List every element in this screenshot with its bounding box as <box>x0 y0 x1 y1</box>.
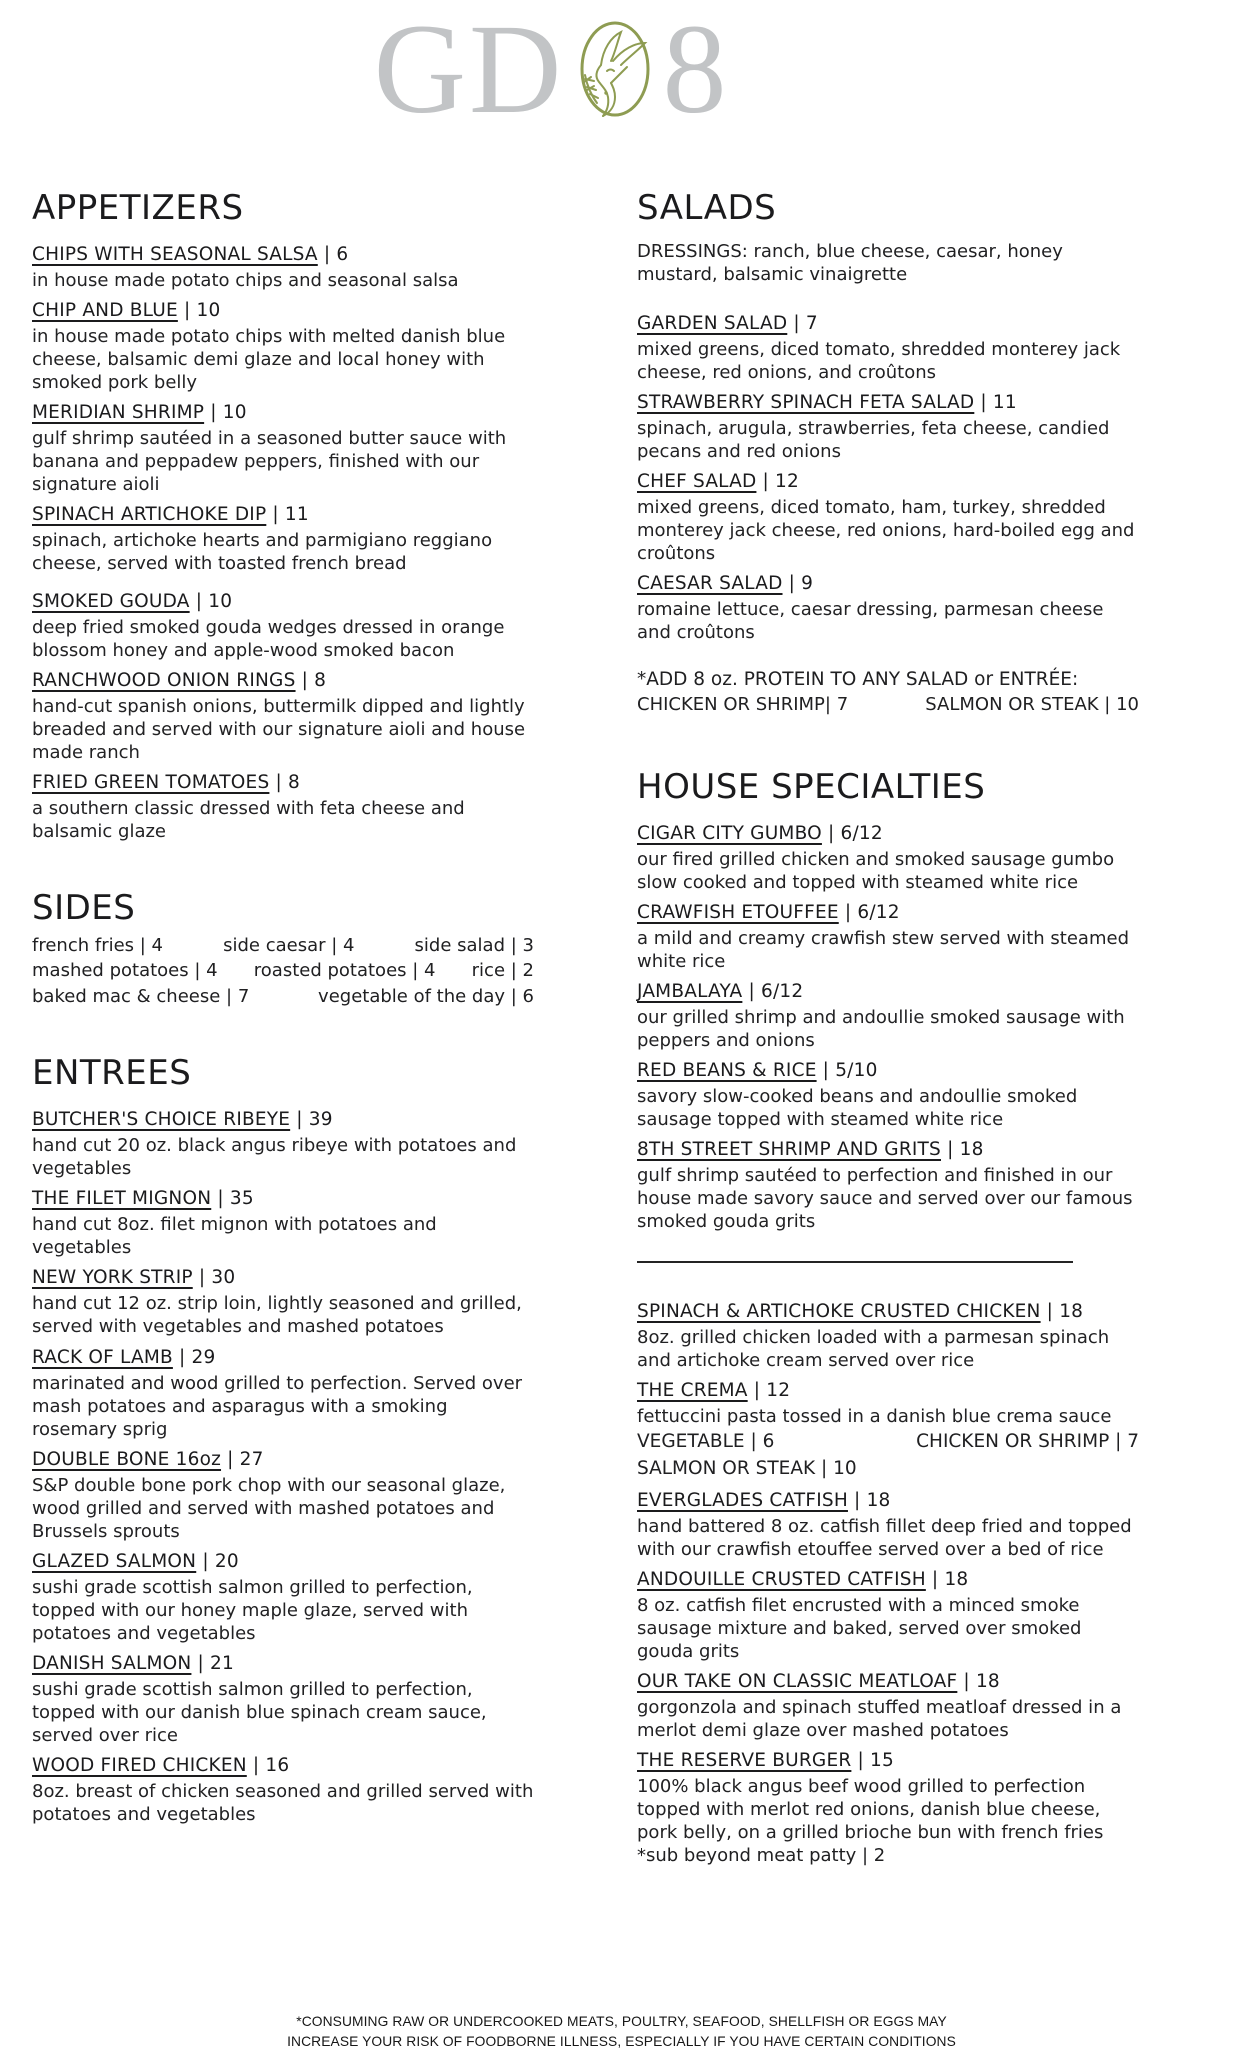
item-name: STRAWBERRY SPINACH FETA SALAD <box>637 391 975 413</box>
addon-row <box>637 1457 1139 1482</box>
item-head <box>32 1653 534 1674</box>
item-head <box>32 1449 534 1470</box>
item-price: | 9 <box>782 573 814 594</box>
menu-item <box>32 772 534 843</box>
item-price: | 6/12 <box>742 981 804 1003</box>
side-item: side caesar | 4 <box>223 934 355 956</box>
item-head <box>637 573 1139 594</box>
item-head <box>637 392 1139 413</box>
menu-item <box>32 402 534 496</box>
item-price: | 7 <box>787 312 818 334</box>
menu-item <box>637 313 1139 384</box>
item-price: | 6/12 <box>838 902 900 924</box>
item-price: | 5/10 <box>816 1060 878 1082</box>
side-item: baked mac & cheese | 7 <box>32 986 250 1008</box>
addon-row <box>637 1430 1139 1455</box>
item-price: | 18 <box>1040 1301 1084 1323</box>
menu-item <box>637 1490 1139 1561</box>
item-addons <box>637 1430 1139 1481</box>
item-price: | 6 <box>317 244 349 265</box>
item-description: 8oz. grilled chicken loaded with a parmesan spinach and artichoke cream served over rice <box>637 1327 1110 1372</box>
menu-item <box>637 1671 1139 1742</box>
item-description: gulf shrimp sautéed in a seasoned butter sauce with banana and peppadew peppers, finished with our signature aioli <box>32 428 507 496</box>
left-column <box>32 188 534 1834</box>
item-name: CIGAR CITY GUMBO <box>637 822 822 844</box>
protein-note-options <box>637 693 1139 717</box>
item-description: a mild and creamy crawfish stew served with steamed white rice <box>637 928 1129 973</box>
item-description: a southern classic dressed with feta cheese and balsamic glaze <box>32 798 465 843</box>
menu-item <box>637 1750 1139 1867</box>
menu-item <box>32 591 534 662</box>
item-price: | 12 <box>747 1380 791 1402</box>
item-head <box>32 772 534 793</box>
item-name: OUR TAKE ON CLASSIC MEATLOAF <box>637 1670 958 1692</box>
item-head <box>637 1380 1139 1401</box>
disclaimer-line-2: INCREASE YOUR RISK OF FOODBORNE ILLNESS, ESPECIALLY IF YOU HAVE CERTAIN CONDITIONS <box>287 2034 956 2049</box>
item-description: sushi grade scottish salmon grilled to perfection, topped with our honey maple glaze, served with potatoes and vegetables <box>32 1576 473 1644</box>
item-description: gulf shrimp sautéed to perfection and finished in our house made savory sauce and served over our famous smoked gouda grits <box>637 1165 1133 1233</box>
item-name: ANDOUILLE CRUSTED CATFISH <box>637 1568 926 1590</box>
item-price: | 21 <box>191 1652 234 1674</box>
section-entrees <box>32 1053 534 1826</box>
item-head <box>32 1551 534 1572</box>
menu-item <box>32 1551 534 1645</box>
item-head <box>32 1109 534 1130</box>
disclaimer-line-1: *CONSUMING RAW OR UNDERCOOKED MEATS, POULTRY, SEAFOOD, SHELLFISH OR EGGS MAY <box>296 2014 947 2029</box>
item-description: hand cut 12 oz. strip loin, lightly seasoned and grilled, served with vegetables and mashed potatoes <box>32 1293 522 1338</box>
section-appetizers <box>32 188 534 844</box>
item-description: savory slow-cooked beans and andoullie smoked sausage topped with steamed white rice <box>637 1086 1078 1131</box>
goat-head-icon <box>565 19 661 119</box>
protein-note-heading: *ADD 8 oz. PROTEIN TO ANY SALAD or ENTRÉE: <box>637 669 1079 691</box>
item-price: | 10 <box>189 591 233 613</box>
item-name: RANCHWOOD ONION RINGS <box>32 670 296 692</box>
item-price: | 16 <box>246 1754 290 1776</box>
item-name: JAMBALAYA <box>637 981 743 1003</box>
item-head <box>32 670 534 691</box>
item-description: in house made potato chips with melted danish blue cheese, balsamic demi glaze and local honey with smoked pork belly <box>32 326 506 394</box>
side-item: rice | 2 <box>471 960 534 982</box>
item-head <box>637 1060 1139 1081</box>
salads-items <box>637 313 1139 644</box>
item-name: THE FILET MIGNON <box>32 1188 212 1210</box>
item-name: NEW YORK STRIP <box>32 1267 193 1289</box>
item-name: SMOKED GOUDA <box>32 591 190 613</box>
section-title-entrees: ENTREES <box>32 1053 192 1094</box>
menu-item <box>637 392 1139 463</box>
item-price: | 15 <box>851 1749 894 1771</box>
section-title-appetizers: APPETIZERS <box>32 188 244 228</box>
section-title-salads: SALADS <box>637 188 777 228</box>
item-footnote: *sub beyond meat patty | 2 <box>637 1844 886 1866</box>
section-sides <box>32 888 534 1010</box>
item-description: spinach, artichoke hearts and parmigiano reggiano cheese, served with toasted french bread <box>32 530 493 575</box>
item-description: sushi grade scottish salmon grilled to perfection, topped with our danish blue spinach cream sauce, served over rice <box>32 1678 487 1746</box>
item-description: romaine lettuce, caesar dressing, parmesan cheese and croûtons <box>637 599 1104 644</box>
menu-item <box>32 300 534 394</box>
dressings-note: DRESSINGS: ranch, blue cheese, caesar, honey mustard, balsamic vinaigrette <box>637 241 1063 286</box>
sides-row <box>32 934 534 958</box>
menu-item <box>32 1653 534 1747</box>
item-description: marinated and wood grilled to perfection. Served over mash potatoes and asparagus with a smoking rosemary sprig <box>32 1372 523 1440</box>
item-description: our grilled shrimp and andoullie smoked sausage with peppers and onions <box>637 1007 1125 1052</box>
item-head <box>637 1569 1139 1590</box>
menu-item <box>637 1060 1139 1131</box>
item-description: spinach, arugula, strawberries, feta cheese, candied pecans and red onions <box>637 417 1110 462</box>
item-head <box>32 1755 534 1776</box>
item-description: fettuccini pasta tossed in a danish blue crema sauce <box>637 1406 1112 1428</box>
sides-rows <box>32 934 534 1010</box>
item-price: | 39 <box>290 1109 333 1131</box>
item-price: | 35 <box>211 1188 254 1210</box>
item-name: WOOD FIRED CHICKEN <box>32 1754 247 1776</box>
item-head <box>637 1301 1139 1322</box>
item-name: CHEF SALAD <box>637 470 757 492</box>
item-price: | 29 <box>172 1346 216 1368</box>
item-price: | 27 <box>221 1448 264 1470</box>
item-price: | 18 <box>941 1139 984 1161</box>
item-description: 8 oz. catfish filet encrusted with a minced smoke sausage mixture and baked, served over smoked gouda grits <box>637 1594 1082 1662</box>
section-title-sides: SIDES <box>32 887 136 928</box>
menu-item <box>32 244 534 292</box>
item-description: hand battered 8 oz. catfish fillet deep fried and topped with our crawfish etouffee served over a bed of rice <box>637 1515 1132 1560</box>
appetizers-items <box>32 244 534 844</box>
item-description: in house made potato chips and seasonal salsa <box>32 270 459 291</box>
menu-item <box>637 981 1139 1052</box>
item-name: RACK OF LAMB <box>32 1346 173 1368</box>
item-name: FRIED GREEN TOMATOES <box>32 772 270 794</box>
side-item: vegetable of the day | 6 <box>318 986 534 1008</box>
item-name: EVERGLADES CATFISH <box>637 1489 848 1511</box>
item-head <box>637 471 1139 492</box>
item-price: | 18 <box>957 1670 1000 1692</box>
side-item: mashed potatoes | 4 <box>32 960 218 982</box>
item-price: | 20 <box>196 1550 239 1572</box>
item-price: | 12 <box>756 470 799 492</box>
menu-item <box>32 1755 534 1826</box>
menu-item <box>32 1347 534 1441</box>
side-item: roasted potatoes | 4 <box>253 960 436 982</box>
sides-row <box>32 985 534 1009</box>
item-price: | 11 <box>974 391 1017 413</box>
item-name: CAESAR SALAD <box>637 573 783 594</box>
item-description: mixed greens, diced tomato, ham, turkey, shredded monterey jack cheese, red onions, hard-boiled egg and croûtons <box>637 496 1135 564</box>
item-name: GARDEN SALAD <box>637 312 788 334</box>
sides-row <box>32 959 534 983</box>
menu-item <box>637 823 1139 894</box>
item-price: | 10 <box>204 402 247 424</box>
item-head <box>637 823 1139 844</box>
item-name: 8TH STREET SHRIMP AND GRITS <box>637 1139 941 1161</box>
item-head <box>32 1347 534 1368</box>
item-description: S&P double bone pork chop with our seasonal glaze, wood grilled and served with mashed potatoes and Brussels sprouts <box>32 1474 506 1542</box>
item-head <box>32 1267 534 1288</box>
item-price: | 8 <box>269 772 300 794</box>
item-name: CHIPS WITH SEASONAL SALSA <box>32 244 318 265</box>
item-price: | 11 <box>266 504 309 526</box>
menu-item <box>637 1569 1139 1663</box>
item-name: SPINACH & ARTICHOKE CRUSTED CHICKEN <box>637 1301 1041 1323</box>
side-item: french fries | 4 <box>32 934 164 956</box>
item-name: MERIDIAN SHRIMP <box>32 402 205 424</box>
item-head <box>637 1139 1139 1160</box>
item-name: BUTCHER'S CHOICE RIBEYE <box>32 1109 291 1131</box>
menu-item <box>637 1380 1139 1481</box>
item-name: RED BEANS & RICE <box>637 1060 817 1082</box>
section-specialties-continued <box>637 1301 1139 1867</box>
item-price: | 8 <box>295 670 327 692</box>
menu-item <box>32 504 534 575</box>
item-head <box>637 902 1139 923</box>
protein-add-note <box>637 668 1139 717</box>
house-specialties-items <box>637 823 1139 1233</box>
item-head <box>32 402 534 423</box>
menu-item <box>637 1301 1139 1372</box>
item-head <box>637 1490 1139 1511</box>
entrees-items <box>32 1109 534 1826</box>
item-description: 8oz. breast of chicken seasoned and grilled served with potatoes and vegetables <box>32 1780 534 1825</box>
section-divider <box>637 1261 1073 1263</box>
menu-item <box>32 1188 534 1259</box>
menu-item <box>637 573 1139 644</box>
menu-columns <box>32 188 1243 1875</box>
specialties-continued-items <box>637 1301 1139 1867</box>
section-title-house-specialties: HOUSE SPECIALTIES <box>637 766 986 807</box>
item-description: 100% black angus beef wood grilled to perfection topped with merlot red onions, danish blue cheese, pork belly, on a grilled brioche bun with french fries <box>637 1775 1104 1843</box>
item-name: GLAZED SALMON <box>32 1550 197 1572</box>
item-head <box>32 1188 534 1209</box>
addon-option: VEGETABLE | 6 <box>637 1431 775 1453</box>
addon-option: SALMON OR STEAK | 10 <box>637 1458 857 1479</box>
item-description: hand-cut spanish onions, buttermilk dipped and lightly breaded and served with our signature aioli and house made ranch <box>32 696 526 764</box>
item-description: deep fried smoked gouda wedges dressed in orange blossom honey and apple-wood smoked bacon <box>32 617 505 662</box>
menu-item <box>637 902 1139 973</box>
item-head <box>637 1671 1139 1692</box>
menu-item <box>32 1109 534 1180</box>
addon-option: CHICKEN OR SHRIMP | 7 <box>916 1431 1139 1453</box>
item-name: SPINACH ARTICHOKE DIP <box>32 504 267 526</box>
item-name: CHIP AND BLUE <box>32 300 178 322</box>
logo-letter-8: 8 <box>662 0 730 140</box>
item-description: mixed greens, diced tomato, shredded monterey jack cheese, red onions, and croûtons <box>637 338 1121 383</box>
section-house-specialties <box>637 767 1139 1233</box>
item-head <box>637 313 1139 334</box>
section-salads <box>637 188 1139 717</box>
logo-letters-gd: GD <box>373 0 565 140</box>
protein-option-left: CHICKEN OR SHRIMP| 7 <box>637 694 849 716</box>
item-head <box>32 300 534 321</box>
item-name: THE CREMA <box>637 1380 748 1402</box>
item-head <box>32 591 534 612</box>
item-description: hand cut 8oz. filet mignon with potatoes and vegetables <box>32 1214 437 1259</box>
item-description: our fired grilled chicken and smoked sausage gumbo slow cooked and topped with steamed white rice <box>637 848 1115 893</box>
item-price: | 6/12 <box>821 822 883 844</box>
restaurant-logo <box>0 0 1173 140</box>
menu-item <box>32 1267 534 1338</box>
right-column <box>637 188 1139 1875</box>
item-name: THE RESERVE BURGER <box>637 1749 852 1771</box>
item-head <box>637 981 1139 1002</box>
side-item: side salad | 3 <box>414 934 534 956</box>
item-description: gorgonzola and spinach stuffed meatloaf dressed in a merlot demi glaze over mashed potatoes <box>637 1696 1122 1741</box>
item-name: CRAWFISH ETOUFFEE <box>637 902 839 924</box>
item-head <box>32 244 534 265</box>
item-price: | 30 <box>192 1267 236 1289</box>
item-price: | 18 <box>847 1489 891 1511</box>
menu-item <box>637 471 1139 565</box>
protein-option-right: SALMON OR STEAK | 10 <box>925 694 1139 716</box>
menu-item <box>32 670 534 764</box>
item-name: DOUBLE BONE 16oz <box>32 1448 222 1470</box>
disclaimer <box>0 2012 1243 2052</box>
item-name: DANISH SALMON <box>32 1652 192 1674</box>
item-description: hand cut 20 oz. black angus ribeye with potatoes and vegetables <box>32 1135 517 1180</box>
item-price: | 10 <box>177 300 221 322</box>
menu-item <box>637 1139 1139 1233</box>
menu-item <box>32 1449 534 1543</box>
item-price: | 18 <box>925 1568 969 1590</box>
item-head <box>32 504 534 525</box>
item-head <box>637 1750 1139 1771</box>
